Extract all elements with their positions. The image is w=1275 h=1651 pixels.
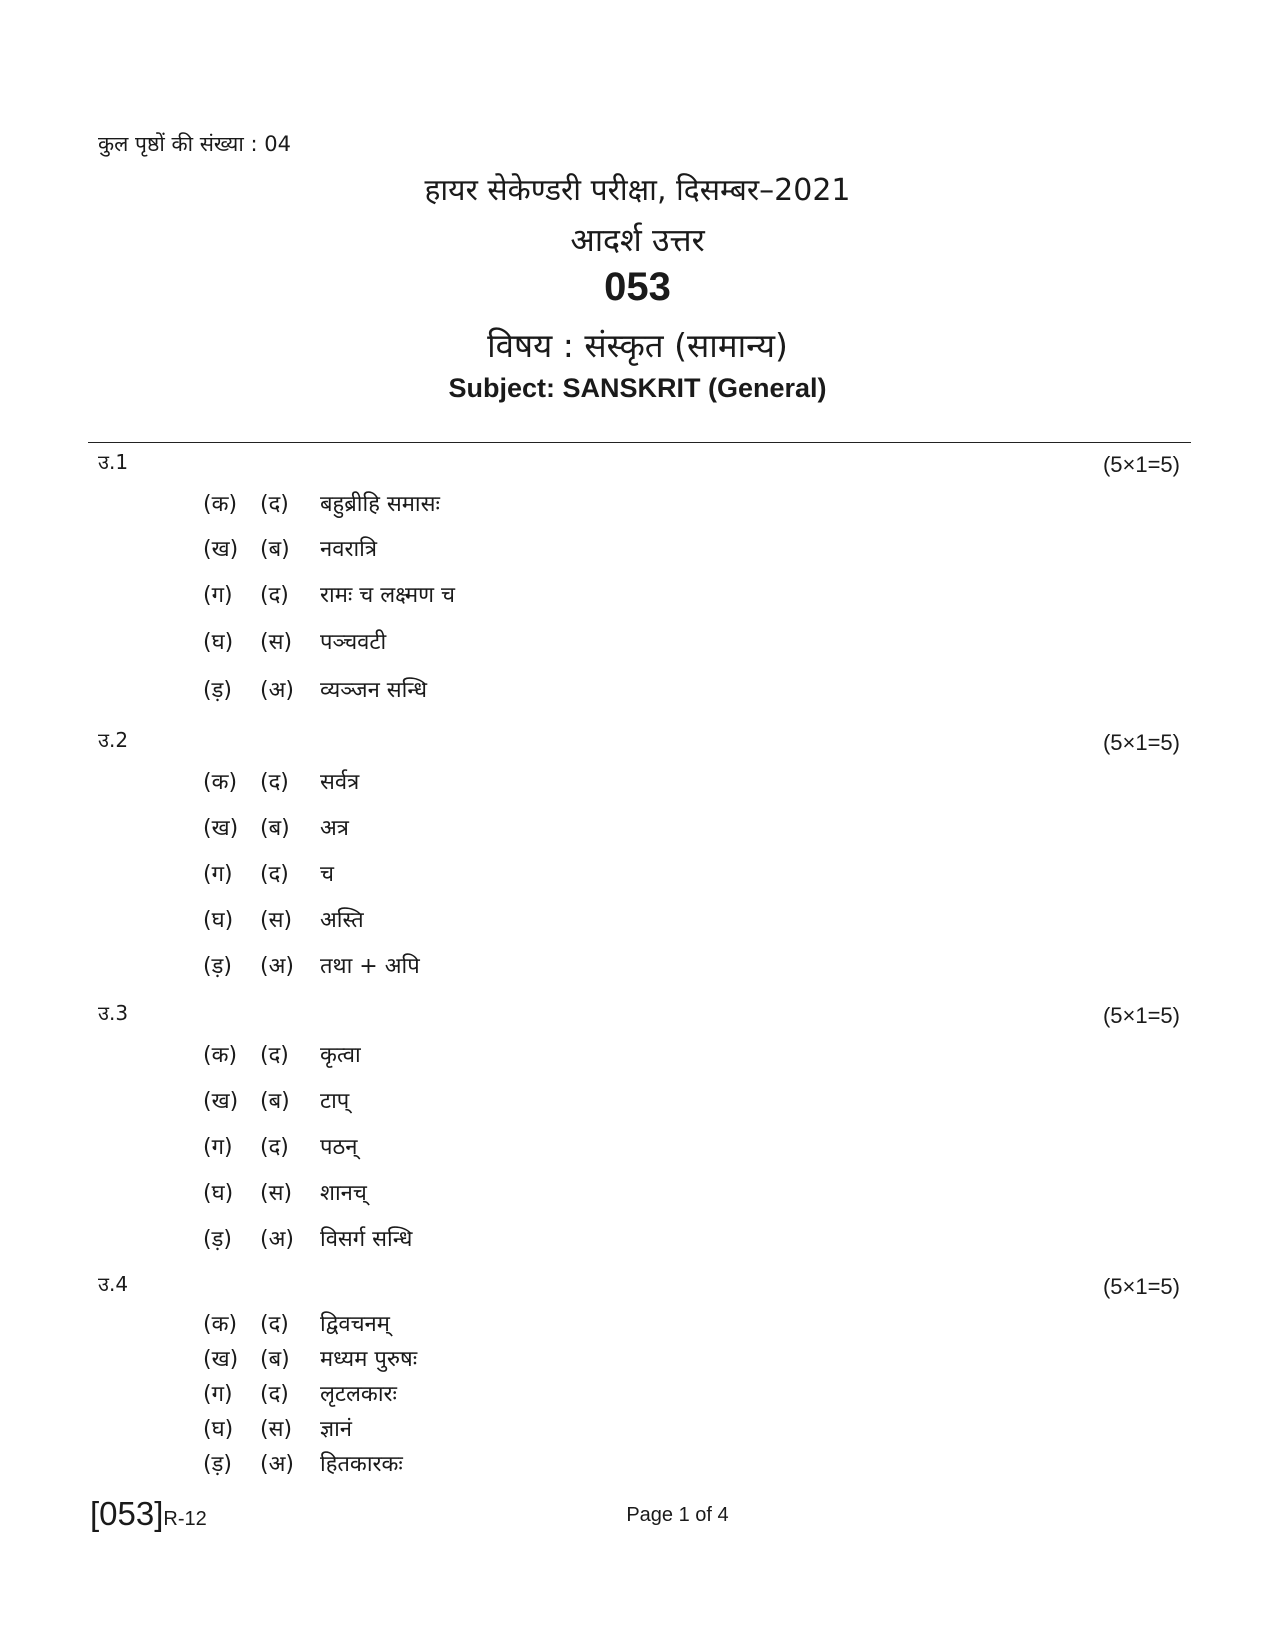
option-label: (ब) [260, 537, 290, 562]
part-label: (क) [203, 770, 238, 795]
part-label: (घ) [203, 908, 234, 933]
option-label: (द) [260, 770, 289, 795]
part-label: (घ) [203, 630, 234, 655]
answer-text: पञ्चवटी [320, 630, 387, 655]
part-label: (क) [203, 1043, 238, 1068]
answer-text: द्विवचनम् [320, 1312, 390, 1337]
part-label: (ख) [203, 1089, 239, 1114]
marks-label: (5×1=5) [1102, 1003, 1180, 1028]
part-label: (ड़) [203, 678, 232, 703]
part-label: (ड़) [203, 1452, 232, 1477]
option-label: (ब) [260, 1347, 290, 1372]
page-count: कुल पृष्ठों की संख्या : 04 [98, 132, 291, 156]
answer-text: पठन् [320, 1135, 358, 1160]
answer-text: कृत्वा [320, 1043, 361, 1068]
option-label: (स) [260, 630, 293, 655]
marks-label: (5×1=5) [1102, 730, 1180, 755]
answer-text: विसर्ग सन्धि [320, 1227, 413, 1252]
part-label: (ग) [203, 583, 233, 608]
option-label: (ब) [260, 1089, 290, 1114]
answer-text: सर्वत्र [320, 770, 360, 795]
part-label: (घ) [203, 1417, 234, 1442]
option-label: (अ) [260, 954, 294, 979]
part-label: (ड़) [203, 1227, 232, 1252]
part-label: (ख) [203, 537, 239, 562]
option-label: (अ) [260, 1452, 294, 1477]
answer-text: बहुब्रीहि समासः [320, 492, 440, 517]
option-label: (द) [260, 583, 289, 608]
option-label: (अ) [260, 678, 294, 703]
option-label: (द) [260, 862, 289, 887]
option-label: (अ) [260, 1227, 294, 1252]
part-label: (क) [203, 492, 238, 517]
part-label: (ग) [203, 1382, 233, 1407]
part-label: (ड़) [203, 954, 232, 979]
answer-text: तथा + अपि [320, 954, 420, 979]
part-label: (क) [203, 1312, 238, 1337]
exam-title: हायर सेकेण्डरी परीक्षा, दिसम्बर–2021 [424, 173, 851, 208]
answer-text: मध्यम पुरुषः [320, 1347, 418, 1372]
part-label: (ख) [203, 1347, 239, 1372]
part-label: (ख) [203, 816, 239, 841]
option-label: (स) [260, 1181, 293, 1206]
answer-text: रामः च लक्ष्मण च [320, 583, 455, 608]
marks-label: (5×1=5) [1102, 452, 1180, 477]
subject-hindi: विषय : संस्कृत (सामान्य) [487, 326, 788, 365]
option-label: (द) [260, 1135, 289, 1160]
subject-english: Subject: SANSKRIT (General) [448, 373, 827, 403]
part-label: (ग) [203, 862, 233, 887]
part-label: (ग) [203, 1135, 233, 1160]
option-label: (ब) [260, 816, 290, 841]
answer-text: शानच् [320, 1181, 367, 1206]
option-label: (द) [260, 1382, 289, 1407]
option-label: (स) [260, 908, 293, 933]
document-type: आदर्श उत्तर [570, 221, 705, 259]
page-number: Page 1 of 4 [626, 1504, 729, 1526]
question-label: उ.3 [98, 1001, 129, 1025]
option-label: (द) [260, 1043, 289, 1068]
part-label: (घ) [203, 1181, 234, 1206]
answer-text: लृटलकारः [320, 1382, 397, 1407]
paper-revision: R-12 [163, 1508, 207, 1530]
answer-text: टाप् [320, 1089, 350, 1114]
answer-text: अस्ति [320, 908, 364, 933]
answer-text: च [320, 862, 334, 887]
question-label: उ.4 [98, 1272, 129, 1296]
option-label: (द) [260, 492, 289, 517]
answer-text: हितकारकः [320, 1452, 403, 1477]
answer-text: अत्र [320, 816, 349, 841]
header-divider [88, 442, 1191, 443]
option-label: (स) [260, 1417, 293, 1442]
answer-text: ज्ञानं [320, 1417, 353, 1442]
paper-code-footer: [053] [90, 1495, 164, 1532]
question-label: उ.1 [98, 450, 129, 474]
marks-label: (5×1=5) [1102, 1274, 1180, 1299]
answer-text: व्यञ्जन सन्धि [320, 678, 428, 703]
paper-code: 053 [604, 265, 671, 309]
answer-text: नवरात्रि [320, 537, 377, 562]
option-label: (द) [260, 1312, 289, 1337]
question-label: उ.2 [98, 728, 129, 752]
